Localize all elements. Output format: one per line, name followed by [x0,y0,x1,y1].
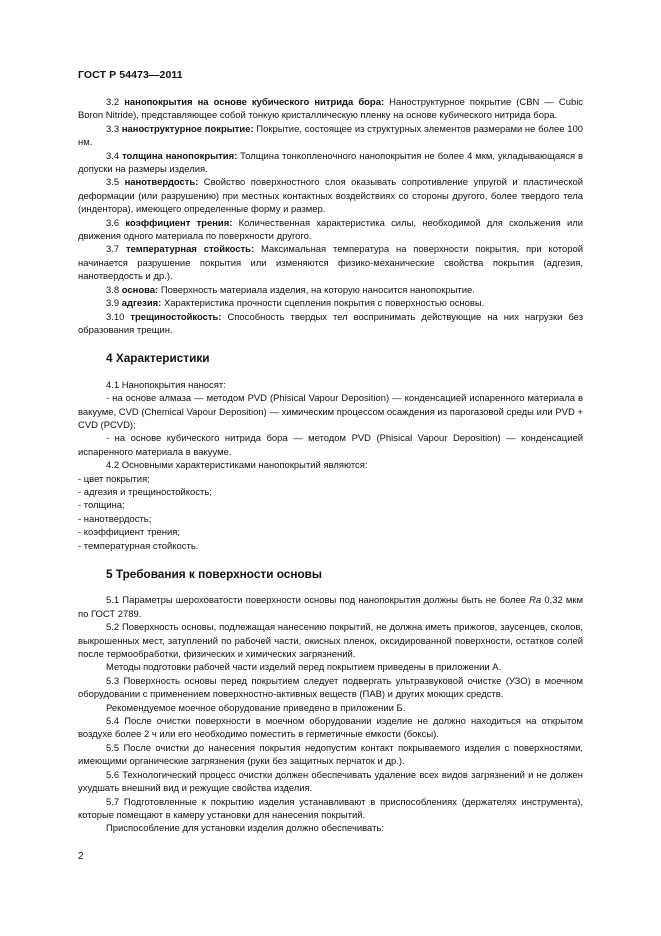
term-name: наноструктурное покрытие: [121,123,254,135]
paragraph-4-2: 4.2 Основными характеристиками нанопокрытий являются: [106,460,368,472]
paragraph-5-1: 5.1 Параметры шероховатости поверхности основы под нанопокрытия должны быть не более Ra 0,32 мкм по ГОСТ 2789. [78,595,584,620]
list-item: - адгезия и трещиностойкость; [78,486,212,498]
term-3-10: 3.10 трещиностойкость: Способность твердых тел воспринимать действующие на них нагрузки без образования трещин. [78,311,584,336]
term-name: адгезия: [121,298,162,310]
paragraph-5-7-fixture: Приспособление для установки изделия должно обеспечивать: [106,823,384,835]
term-3-4: 3.4 толщина нанопокрытия: Толщина тонкопленочного нанопокрытия не более 4 мкм, укладывающаяся в допуски на размеры изделия. [78,150,584,176]
term-3-3: 3.3 наноструктурное покрытие: Покрытие, состоящее из структурных элементов размерами не более 100 нм. [78,123,583,149]
term-name: толщина нанопокрытия: [122,150,238,162]
document-header: ГОСТ Р 54473—2011 [78,69,183,81]
paragraph-5-2-methods: Методы подготовки рабочей части изделий перед покрытием приведены в приложении А. [106,662,502,674]
paragraph-5-3-equipment: Рекомендуемое моечное оборудование приведено в приложении Б. [106,702,406,714]
page-number: 2 [78,851,84,862]
term-3-9: 3.9 адгезия: Характеристика прочности сцепления покрытия с поверхностью основы. [106,298,485,310]
bullet-diamond-method: - на основе алмаза — методом PVD (Phisical Vapour Deposition) — конденсацией испаренного материала в вакууме, CVD (Chemical Vapour Deposition) — химическим процессом осаждения из парогазовой среды или PVD + CVD (PCVD); [78,393,583,431]
paragraph-5-7: 5.7 Подготовленные к покрытию изделия устанавливают в приспособлениях (держателях инструмента), которые помещают в камеру установки для нанесения покрытий. [78,796,583,821]
paragraph-5-2: 5.2 Поверхность основы, подлежащая нанесению покрытий, не должна иметь прижогов, заусенцев, сколов, выкрошенных мест, затуплений по рабочей части, окисных пленок, оксидированной поверхности, остатков солей после термообработки, физических и химических загрязнений. [78,622,583,661]
section-5-heading: 5 Требования к поверхности основы [106,567,322,581]
term-3-8: 3.8 основа: Поверхность материала изделия, на которую наносится нанопокрытие. [106,284,475,296]
paragraph-5-3: 5.3 Поверхность основы перед покрытием следует подвергать ультразвуковой очистке (УЗО) в моечном оборудовании с применением поверхностно-активных веществ (ПАВ) и других моющих средств. [78,675,583,701]
term-3-6: 3.6 коэффициент трения: Количественная характеристика силы, необходимой для скольжения или движения одного материала по поверхности другого. [78,217,583,243]
characteristics-list [78,473,583,553]
term-3-7: 3.7 температурная стойкость: Максимальная температура на поверхности покрытия, при которой начинается разрушение покрытия или изменяются физико-механические свойства покрытия (адгезия, нанотвердость и др.). [78,244,583,283]
term-3-2: 3.2 нанопокрытия на основе кубического нитрида бора: Наноструктурное покрытие (CBN — Cubic Boron Nitride), представляющее собой тонкую кристаллическую пленку на основе кубического нитрида бора. [78,97,584,122]
list-item: - нанотвердость; [78,513,152,525]
document-body [78,96,583,836]
paragraph-4-1: 4.1 Нанопокрытия наносят: [106,379,226,391]
list-item: - цвет покрытия; [78,473,150,485]
list-item: - температурная стойкость. [78,540,199,552]
list-item: - коэффициент трения; [78,527,180,539]
term-3-5: 3.5 нанотвердость: Свойство поверхностного слоя оказывать сопротивление упругой и пластической деформации (или разрушению) при местных контактных воздействиях со стороны другого, более твердого тела (индентора), имеющего определенные форму и размер. [78,177,583,216]
paragraph-5-6: 5.6 Технологический процесс очистки должен обеспечивать удаление всех видов загрязнений и не должен ухудшать внешний вид и режущие свойства изделия. [78,769,583,795]
ra-symbol: Ra [529,595,542,607]
section-4-heading: 4 Характеристики [106,351,210,366]
terms-list [78,96,583,337]
term-name: коэффициент трения: [125,217,233,229]
term-name: нанотвердость: [124,177,199,189]
paragraph-5-4: 5.4 После очистки поверхности в моечном оборудовании изделие не должно находиться на открытом воздухе более 2 ч или его необходимо поместить в герметичные емкости (боксы). [78,716,583,741]
paragraph-5-5: 5.5 После очистки до нанесения покрытия недопустим контакт покрываемого изделия с поверхностями, имеющими органические загрязнения (руки без защитных перчаток и др.). [78,742,583,768]
list-item: - толщина; [78,500,125,512]
term-name: основа: [121,284,159,296]
term-name: нанопокрытия на основе кубического нитрида бора: [124,97,385,108]
term-name: температурная стойкость: [125,244,255,256]
bullet-cbn-method: - на основе кубического нитрида бора — методом PVD (Phisical Vapour Deposition) — конденсацией испаренного материала в вакууме. [78,433,583,458]
term-name: трещиностойкость: [130,311,222,323]
